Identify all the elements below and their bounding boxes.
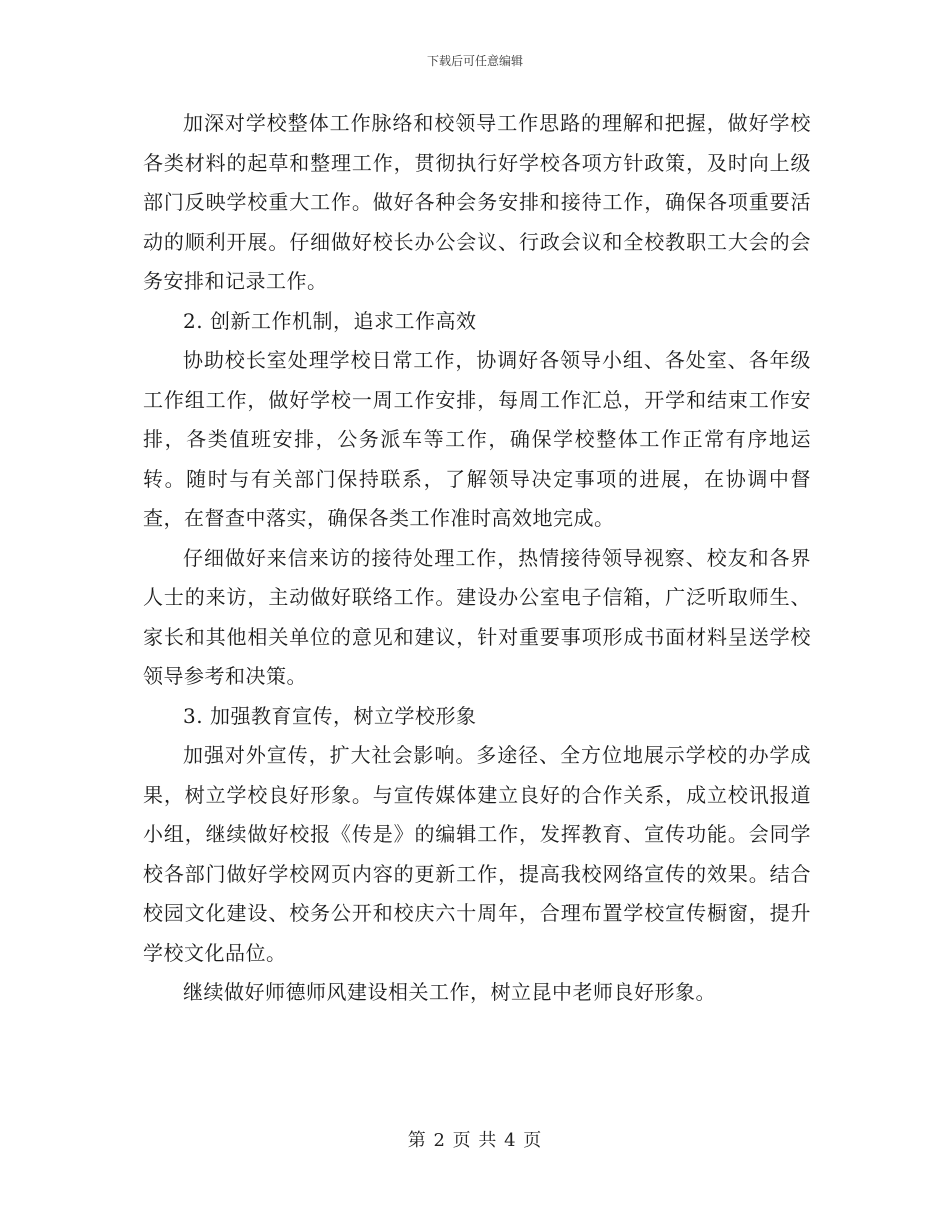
paragraph-2: 协助校长室处理学校日常工作，协调好各领导小组、各处室、各年级工作组工作，做好学校一周工作安排，每周工作汇总，开学和结束工作安排，各类值班安排，公务派车等工作，确保学校整体工作正常有序地运转。随时与有关部门保持联系，了解领导决定事项的进展，在协调中督查，在督查中落实，确保各类工作准时高效地完成。: [143, 348, 811, 530]
paragraph-3: 仔细做好来信来访的接待处理工作，热情接待领导视察、校友和各界人士的来访，主动做好联络工作。建设办公室电子信箱，广泛听取师生、家长和其他相关单位的意见和建议，针对重要事项形成书面材料呈送学校领导参考和决策。: [143, 545, 811, 688]
page-footer: 第 2 页 共 4 页: [407, 1130, 543, 1151]
paragraph-1: 加深对学校整体工作脉络和校领导工作思路的理解和把握，做好学校各类材料的起草和整理工作，贯彻执行好学校各项方针政策，及时向上级部门反映学校重大工作。做好各种会务安排和接待工作，确保各项重要活动的顺利开展。仔细做好校长办公会议、行政会议和全校教职工大会的会务安排和记录工作。: [143, 111, 811, 293]
paragraph-5: 继续做好师德师风建设相关工作，树立昆中老师良好形象。: [183, 980, 716, 1004]
section-heading-2: 2. 创新工作机制，追求工作高效: [183, 308, 477, 333]
section-heading-3: 3. 加强教育宣传，树立学校形象: [183, 703, 477, 728]
page-header: 下载后可任意编辑: [426, 54, 523, 68]
document-body: [143, 104, 811, 1013]
paragraph-4: 加强对外宣传，扩大社会影响。多途径、全方位地展示学校的办学成果，树立学校良好形象。与宣传媒体建立良好的合作关系，成立校讯报道小组，继续做好校报《传是》的编辑工作，发挥教育、宣传功能。会同学校各部门做好学校网页内容的更新工作，提高我校网络宣传的效果。结合校园文化建设、校务公开和校庆六十周年，合理布置学校宣传橱窗，提升学校文化品位。: [143, 743, 811, 965]
